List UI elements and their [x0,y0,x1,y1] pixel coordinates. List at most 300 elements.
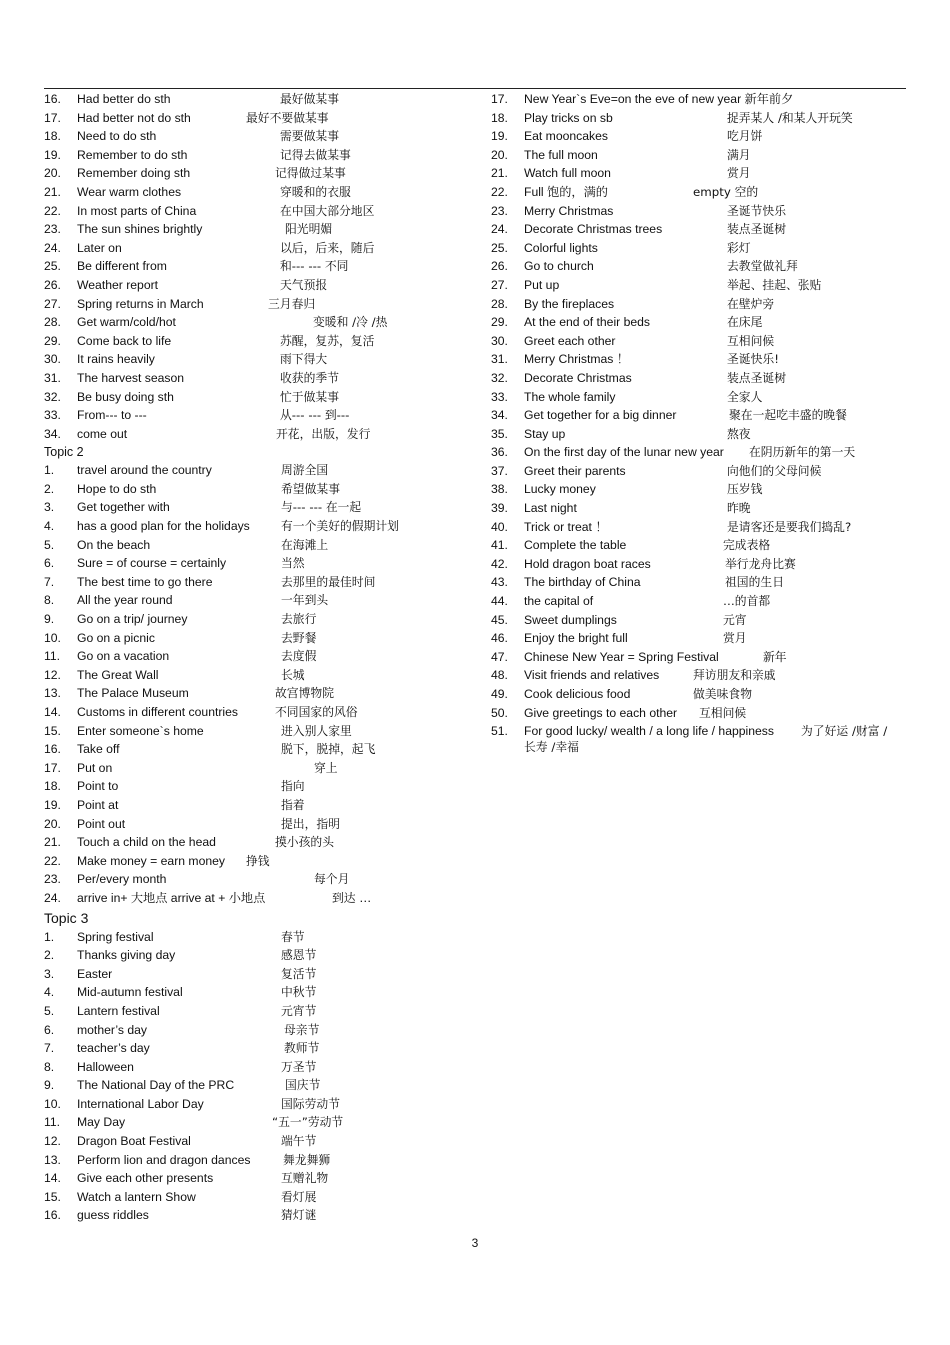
vocab-row [491,499,906,518]
vocab-row [44,1206,474,1225]
item-number: 28. [44,315,61,330]
english-phrase: Hope to do sth [77,481,157,496]
chinese-meaning-continued: 长寿 /幸福 [524,740,579,755]
vocab-row [491,146,906,165]
item-number: 28. [491,296,508,311]
vocab-row [491,685,906,704]
english-phrase: Greet each other [524,333,616,348]
chinese-meaning: 摸小孩的头 [275,835,334,850]
chinese-meaning: 春节 [281,929,305,944]
english-phrase: The whole family [524,389,616,404]
chinese-meaning: 举起、挂起、张贴 [727,277,822,292]
item-number: 17. [44,760,61,775]
english-phrase: Point to [77,779,119,794]
item-number: 5. [44,1003,55,1018]
item-number: 14. [44,705,61,719]
section-heading: Topic 2 [44,445,84,460]
vocab-row [44,109,474,128]
chinese-meaning: 挣钱 [246,853,270,868]
vocab-row [491,592,906,611]
chinese-meaning: 满月 [727,147,751,162]
chinese-meaning: 每个月 [314,872,350,887]
chinese-meaning: 到达 … [332,890,372,905]
item-number: 34. [491,408,508,423]
vocab-row [491,332,906,351]
chinese-meaning: 当然 [281,556,305,571]
item-number: 40. [491,519,508,534]
chinese-meaning: 记得做过某事 [275,166,346,181]
english-phrase: International Labor Day [77,1096,204,1111]
chinese-meaning: 舞龙舞狮 [283,1152,331,1167]
vocab-row [44,202,474,221]
item-number: 27. [491,277,508,292]
item-number: 10. [44,1096,61,1111]
item-number: 22. [44,203,61,218]
chinese-meaning: 长城 [281,667,305,682]
vocab-row [44,610,474,629]
english-phrase: teacher’s day [77,1041,150,1056]
chinese-meaning: 看灯展 [281,1189,317,1204]
english-phrase: Point at [77,797,119,812]
item-number: 7. [44,1041,55,1056]
english-phrase: Mid-autumn festival [77,985,183,1000]
item-number: 21. [44,184,61,199]
item-number: 44. [491,594,508,609]
english-phrase: May Day [77,1115,126,1130]
chinese-meaning: 在壁炉旁 [727,296,775,311]
english-phrase: has a good plan for the holidays [77,519,250,534]
item-number: 25. [44,259,61,274]
english-phrase: The National Day of the PRC [77,1078,235,1093]
english-phrase: Thanks giving day [77,948,176,963]
chinese-meaning: 互相问候 [699,705,747,720]
item-number: 3. [44,966,55,981]
english-phrase: Stay up [524,426,566,441]
vocab-row [44,666,474,685]
english-phrase: At the end of their beds [524,315,651,330]
chinese-meaning: 和--- --- 不同 [280,259,349,274]
english-phrase: On the first day of the lunar new year [524,445,724,460]
vocab-row [44,1113,474,1132]
vocab-row [491,629,906,648]
item-number: 47. [491,649,508,664]
vocab-row [44,946,474,965]
vocab-row [44,146,474,165]
chinese-meaning: 不同国家的风俗 [275,705,358,719]
vocab-row [44,1002,474,1021]
chinese-meaning: 开花，出版，发行 [276,426,371,441]
item-number: 20. [44,166,61,181]
vocab-row [491,406,906,425]
chinese-meaning: 昨晚 [727,501,751,516]
chinese-meaning: 赏月 [727,166,751,181]
chinese-meaning: 周游全国 [281,463,329,478]
vocab-row [491,611,906,630]
english-phrase: Decorate Christmas trees [524,222,663,237]
item-number: 24. [44,890,61,905]
vocab-row [44,276,474,295]
english-phrase: Need to do sth [77,129,157,144]
item-number: 48. [491,668,508,683]
vocab-row [491,276,906,295]
english-phrase: Give greetings to each other [524,705,678,720]
chinese-meaning: 全家人 [727,389,763,404]
item-number: 43. [491,575,508,590]
item-number: 33. [491,389,508,404]
vocab-row [44,239,474,258]
chinese-meaning: 圣诞快乐! [727,352,779,367]
chinese-meaning: 穿暖和的衣服 [280,184,351,199]
chinese-meaning: 互赠礼物 [281,1171,329,1186]
chinese-meaning: 捉弄某人 /和某人开玩笑 [727,110,853,125]
item-number: 9. [44,1078,55,1093]
vocab-row [44,517,474,536]
english-phrase: Had better not do sth [77,110,191,125]
vocab-row [491,90,906,109]
english-phrase: The full moon [524,147,598,162]
vocab-row [44,703,474,722]
chinese-meaning: 拜访朋友和亲戚 [693,668,776,683]
item-number: 18. [491,110,508,125]
english-phrase: Colorful lights [524,240,598,255]
vocab-row [44,480,474,499]
item-number: 31. [44,370,61,385]
english-phrase: All the year round [77,593,173,608]
vocab-row [491,666,906,685]
vocab-row [491,164,906,183]
item-number: 14. [44,1171,61,1186]
vocab-row [44,183,474,202]
chinese-meaning: 天气预报 [280,277,328,292]
english-phrase: Spring festival [77,929,154,944]
vocab-row [44,1169,474,1188]
item-number: 38. [491,482,508,497]
item-number: 9. [44,612,55,627]
item-number: 26. [491,259,508,274]
english-phrase: Remember to do sth [77,147,188,162]
english-phrase: Lucky money [524,482,596,497]
chinese-meaning: 元宵节 [281,1003,317,1018]
chinese-meaning: 雨下得大 [280,352,328,367]
section-heading: Topic 3 [44,909,89,926]
vocab-row [44,350,474,369]
item-number: 36. [491,445,508,460]
english-phrase: Complete the table [524,538,627,553]
chinese-meaning: 指向 [281,779,305,794]
item-number: 21. [44,835,61,850]
vocab-row [491,388,906,407]
vocab-row [491,127,906,146]
chinese-meaning: 去那里的最佳时间 [281,574,376,589]
chinese-meaning: “五一”劳动节 [272,1115,344,1130]
item-number: 34. [44,426,61,441]
chinese-meaning: 彩灯 [727,240,751,255]
chinese-meaning: 向他们的父母问候 [727,463,822,478]
item-number: 6. [44,1022,55,1037]
chinese-meaning: 希望做某事 [281,481,340,496]
item-number: 7. [44,574,55,589]
chinese-meaning: 需要做某事 [280,129,339,144]
item-number: 16. [44,1208,61,1223]
english-phrase: The Palace Museum [77,686,189,701]
item-number: 3. [44,500,55,515]
english-phrase: Eat mooncakes [524,129,609,144]
english-phrase: Greet their parents [524,463,626,478]
item-number: 8. [44,1059,55,1074]
english-phrase: By the fireplaces [524,296,615,311]
chinese-meaning: 做美味食物 [693,687,752,701]
english-phrase: The harvest season [77,370,185,385]
vocab-row [491,295,906,314]
english-phrase: Chinese New Year = Spring Festival [524,649,719,664]
chinese-meaning: 教师节 [284,1041,320,1056]
chinese-meaning: 去旅行 [281,612,317,627]
english-phrase: Point out [77,816,126,831]
english-phrase: Merry Christmas [524,203,614,218]
chinese-meaning: 去度假 [281,649,317,664]
chinese-meaning: 聚在一起吃丰盛的晚餐 [729,408,847,423]
vocab-row [44,257,474,276]
item-number: 32. [44,389,61,404]
english-phrase: Sweet dumplings [524,612,617,627]
chinese-meaning: 在中国大部分地区 [280,203,375,218]
item-number: 1. [44,463,55,478]
english-phrase: Go on a trip/ journey [77,612,188,627]
vocab-row [491,536,906,555]
right-column [491,90,906,757]
item-number: 25. [491,240,508,255]
page-number: 3 [471,1236,479,1250]
english-phrase: Enjoy the bright full [524,631,628,646]
chinese-meaning: 猜灯谜 [281,1208,317,1223]
vocab-row [44,573,474,592]
item-number: 22. [491,184,508,199]
english-phrase: Trick or treat ！ [524,519,608,534]
item-number: 10. [44,630,61,645]
chinese-meaning: 中秋节 [281,985,317,1000]
english-phrase: Easter [77,966,113,981]
item-number: 29. [44,333,61,348]
english-phrase: Decorate Christmas [524,370,632,385]
vocab-row [44,777,474,796]
item-number: 19. [44,797,61,812]
english-phrase: Be busy doing sth [77,389,174,404]
chinese-meaning: 在海滩上 [281,537,329,552]
vocab-row [44,295,474,314]
chinese-meaning: 举行龙舟比赛 [725,556,796,571]
chinese-meaning: 祖国的生日 [725,575,784,590]
english-phrase: Be different from [77,259,167,274]
english-phrase: Lantern festival [77,1003,160,1018]
vocab-row [491,313,906,332]
chinese-meaning: 熬夜 [727,426,751,441]
english-phrase: On the beach [77,537,151,552]
chinese-meaning: 脱下，脱掉，起飞 [281,742,376,757]
chinese-meaning: 在床尾 [727,315,763,330]
item-number: 17. [491,92,508,106]
item-number: 19. [491,129,508,144]
item-number: 23. [491,203,508,218]
chinese-meaning: 故宫博物院 [275,686,334,701]
vocab-row [44,852,474,871]
vocab-row [491,648,906,667]
item-number: 26. [44,277,61,292]
vocab-row [44,536,474,555]
chinese-meaning: 去教堂做礼拜 [727,259,798,274]
english-phrase: For good lucky/ wealth / a long life / happiness [524,724,774,739]
english-phrase: Take off [77,742,120,757]
item-number: 12. [44,1134,61,1149]
english-phrase: the capital of [524,594,594,609]
vocab-row [491,220,906,239]
chinese-meaning: 在阴历新年的第一天 [749,445,856,460]
item-number: 31. [491,352,508,367]
vocab-row [44,889,474,908]
item-number: 49. [491,687,508,701]
english-phrase: Enter someone`s home [77,723,204,738]
chinese-meaning: 互相问候 [727,333,775,348]
chinese-meaning: 有一个美好的假期计划 [281,519,399,534]
vocab-row [491,704,906,723]
vocab-row [44,965,474,984]
english-phrase: Visit friends and relatives [524,668,660,683]
english-phrase: Hold dragon boat races [524,556,651,571]
vocab-row [44,332,474,351]
chinese-meaning: 指着 [281,797,305,812]
chinese-meaning: 赏月 [723,631,747,646]
chinese-meaning: …的首都 [723,594,771,609]
vocab-row [44,127,474,146]
item-number: 20. [491,147,508,162]
vocab-row [44,759,474,778]
item-number: 2. [44,948,55,963]
chinese-meaning: 提出，指明 [281,816,340,831]
vocab-row [44,554,474,573]
vocab-row [44,983,474,1002]
vocab-row [44,815,474,834]
vocab-row [44,425,474,444]
english-phrase: The Great Wall [77,667,159,682]
item-number: 37. [491,463,508,478]
english-phrase: The best time to go there [77,574,213,589]
vocab-row [44,591,474,610]
english-phrase: Go on a vacation [77,649,170,664]
vocab-row [491,555,906,574]
item-number: 11. [44,649,61,664]
vocab-row [44,1188,474,1207]
chinese-meaning: 完成表格 [723,538,771,553]
vocab-row [491,722,906,757]
item-number: 39. [491,501,508,516]
vocab-row [44,164,474,183]
item-number: 13. [44,1152,61,1167]
item-number: 15. [44,723,61,738]
item-number: 23. [44,222,61,237]
item-number: 30. [491,333,508,348]
vocab-row [44,498,474,517]
item-number: 23. [44,872,61,887]
item-number: 16. [44,742,61,757]
vocab-row [44,833,474,852]
english-phrase: Spring returns in March [77,296,204,311]
chinese-meaning: 变暖和 /冷 /热 [313,315,388,330]
item-number: 8. [44,593,55,608]
english-phrase: Make money = earn money [77,853,226,868]
vocab-row [44,1021,474,1040]
chinese-meaning: 进入别人家里 [281,723,352,738]
vocab-row [44,90,474,109]
english-phrase: Come back to life [77,333,172,348]
vocab-row [44,1076,474,1095]
english-phrase: Sure = of course = certainly [77,556,227,571]
chinese-meaning: 为了好运 /财富 / [801,724,888,739]
item-number: 29. [491,315,508,330]
vocab-row [491,573,906,592]
item-number: 1. [44,929,55,944]
chinese-meaning: empty 空的 [693,184,759,199]
english-phrase: Give each other presents [77,1171,214,1186]
chinese-meaning: 记得去做某事 [280,147,351,162]
english-phrase: Per/every month [77,872,167,887]
item-number: 13. [44,686,61,701]
vocab-row [44,870,474,889]
item-number: 20. [44,816,61,831]
chinese-meaning: 感恩节 [281,948,317,963]
chinese-meaning: 苏醒，复苏，复活 [280,333,375,348]
english-phrase: Go to church [524,259,594,274]
english-phrase: come out [77,426,128,441]
english-phrase: Wear warm clothes [77,184,182,199]
english-phrase: Remember doing sth [77,166,191,181]
english-phrase: Last night [524,501,577,516]
left-column [44,90,474,1225]
item-number: 21. [491,166,508,181]
english-phrase: Perform lion and dragon dances [77,1152,251,1167]
item-number: 15. [44,1189,61,1204]
english-phrase: Put on [77,760,113,775]
english-phrase: Dragon Boat Festival [77,1134,191,1149]
vocab-row [44,369,474,388]
chinese-meaning: 从--- --- 到--- [280,408,350,423]
english-phrase: It rains heavily [77,352,155,367]
chinese-meaning: 最好做某事 [280,92,339,106]
chinese-meaning: 吃月饼 [727,129,763,144]
chinese-meaning: 与--- --- 在一起 [281,500,362,515]
vocab-row [491,109,906,128]
chinese-meaning: 母亲节 [284,1022,320,1037]
vocab-row [44,928,474,947]
english-phrase: Put up [524,277,560,292]
vocab-row [44,1132,474,1151]
english-phrase: From--- to --- [77,408,147,423]
chinese-meaning: 三月春归 [268,296,316,311]
english-phrase: Had better do sth [77,92,171,106]
item-number: 17. [44,110,61,125]
chinese-meaning: 忙于做某事 [280,389,339,404]
item-number: 6. [44,556,55,571]
vocab-row [491,350,906,369]
vocab-row [44,796,474,815]
vocab-row [44,1095,474,1114]
english-phrase: Halloween [77,1059,134,1074]
english-phrase: The birthday of China [524,575,641,590]
item-number: 33. [44,408,61,423]
chinese-meaning: 装点圣诞树 [727,222,786,237]
item-number: 16. [44,92,61,106]
vocab-row [491,462,906,481]
english-phrase: Get warm/cold/hot [77,315,176,330]
vocab-row [491,257,906,276]
